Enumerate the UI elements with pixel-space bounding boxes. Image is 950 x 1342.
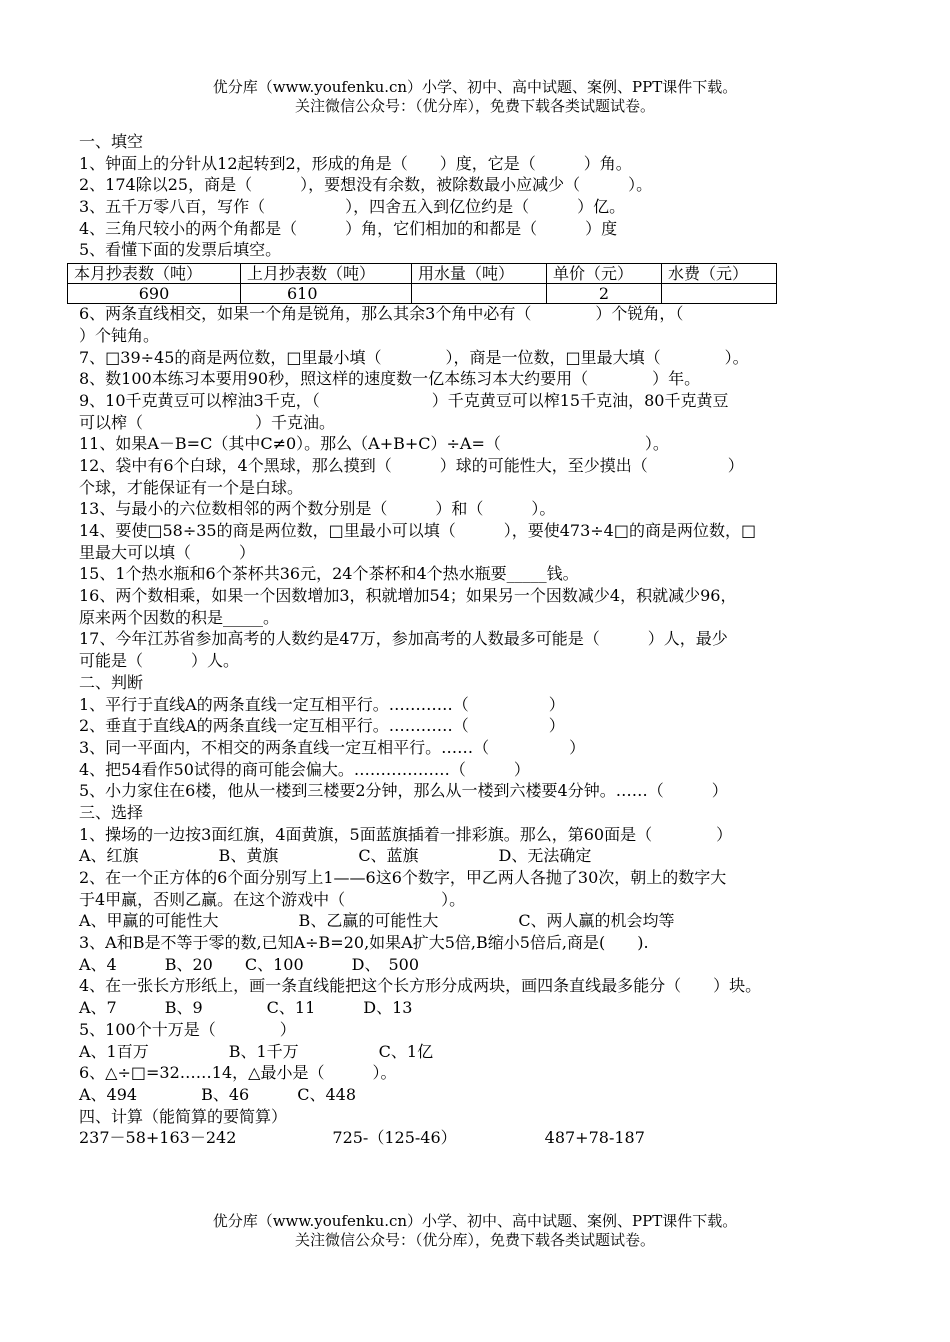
invoice-header-cell: 单价（元） xyxy=(547,264,662,284)
section-title: 一、填空 xyxy=(79,132,144,151)
question-line: A、4 B、20 C、100 D、 500 xyxy=(79,954,420,974)
invoice-header-cell: 上月抄表数（吨） xyxy=(241,264,412,284)
page-header xyxy=(0,78,950,116)
question-line: 3、A和B是不等于零的数,已知A÷B=20,如果A扩大5倍,B缩小5倍后,商是( ). xyxy=(79,933,649,953)
footer-line-1: 优分库（www.youfenku.cn）小学、初中、高中试题、案例、PPT课件下载。 xyxy=(212,1212,738,1230)
invoice-cell: 2 xyxy=(547,284,662,304)
question-line: 四、计算（能简算的要简算） xyxy=(79,1106,288,1126)
question-line: 二、判断 xyxy=(79,672,144,692)
question-line: 于4甲赢，否则乙赢。在这个游戏中（ ）。 xyxy=(79,889,466,909)
question-list xyxy=(79,303,879,1149)
question-line: A、甲赢的可能性大 B、乙赢的可能性大 C、两人赢的机会均等 xyxy=(79,911,675,931)
question-line: 12、袋中有6个白球，4个黑球，那么摸到（ ）球的可能性大，至少摸出（ ） xyxy=(79,455,744,475)
question-line: 6、△÷□=32……14，△最小是（ ）。 xyxy=(79,1063,397,1083)
question-line: 可以榨（ ）千克油。 xyxy=(79,412,336,432)
question-line: 11、如果A－B=C（其中C≠0）。那么（A+B+C）÷A=（ ）。 xyxy=(79,434,669,454)
question-line: 3、五千万零八百，写作（ ），四舍五入到亿位约是（ ）亿。 xyxy=(79,197,626,217)
header-line-2: 关注微信公众号：（优分库），免费下载各类试题试卷。 xyxy=(294,97,655,115)
invoice-header-cell: 水费（元） xyxy=(662,264,777,284)
invoice-header-row xyxy=(68,264,777,284)
invoice-data-row xyxy=(68,284,777,304)
question-line: 5、100个十万是（ ） xyxy=(79,1019,296,1039)
question-line: 三、选择 xyxy=(79,802,144,822)
question-line: 可能是（ ）人。 xyxy=(79,651,240,671)
question-line: 个球，才能保证有一个是白球。 xyxy=(79,477,304,497)
question-line: 2、在一个正方体的6个面分别写上1——6这6个数字，甲乙两人各抛了30次，朝上的数字大 xyxy=(79,868,727,887)
question-line: 5、小力家住在6楼，他从一楼到三楼要2分钟，那么从一楼到六楼要4分钟。……（ ） xyxy=(79,781,728,801)
question-line: 9、10千克黄豆可以榨油3千克，（ ）千克黄豆可以榨15千克油，80千克黄豆 xyxy=(79,390,729,410)
question-line: A、7 B、9 C、11 D、13 xyxy=(79,998,413,1018)
question-line: 14、要使□58÷35的商是两位数，□里最小可以填（ ），要使473÷4□的商是两位数，□ xyxy=(79,521,757,540)
question-line: 16、两个数相乘，如果一个因数增加3，积就增加54；如果另一个因数减少4，积就减少96， xyxy=(79,586,737,606)
question-line: 8、数100本练习本要用90秒，照这样的速度数一亿本练习本大约要用（ ）年。 xyxy=(79,369,701,389)
question-line: A、494 B、46 C、448 xyxy=(79,1084,356,1104)
question-line: 4、在一张长方形纸上，画一条直线能把这个长方形分成两块，画四条直线最多能分（ ）块。 xyxy=(79,976,762,996)
invoice-cell: 610 xyxy=(241,284,412,304)
question-line: 1、操场的一边按3面红旗，4面黄旗，5面蓝旗插着一排彩旗。那么，第60面是（ ） xyxy=(79,824,733,844)
invoice-cell xyxy=(662,284,777,304)
question-line: 237－58+163－242 725-（125-46） 487+78-187 xyxy=(79,1128,645,1148)
question-line: 5、看懂下面的发票后填空。 xyxy=(79,240,282,260)
invoice-cell xyxy=(412,284,547,304)
invoice-header-cell: 用水量（吨） xyxy=(412,264,547,284)
question-line: 4、三角尺较小的两个角都是（ ）角，它们相加的和都是（ ）度 xyxy=(79,218,618,238)
question-line: 1、钟面上的分针从12起转到2，形成的角是（ ）度，它是（ ）角。 xyxy=(79,153,632,173)
question-line: ）个钝角。 xyxy=(79,325,160,345)
question-line: 15、1个热水瓶和6个茶杯共36元，24个茶杯和4个热水瓶要_____钱。 xyxy=(79,564,579,584)
invoice-header-cell: 本月抄表数（吨） xyxy=(68,264,241,284)
invoice-table xyxy=(67,263,777,304)
question-line: A、1百万 B、1千万 C、1亿 xyxy=(79,1041,434,1061)
question-line: 13、与最小的六位数相邻的两个数分别是（ ）和（ ）。 xyxy=(79,499,556,519)
question-line: 里最大可以填（ ） xyxy=(79,542,256,562)
question-line: A、红旗 B、黄旗 C、蓝旗 D、无法确定 xyxy=(79,846,592,866)
question-line: 6、两条直线相交，如果一个角是锐角，那么其余3个角中必有（ ）个锐角，（ xyxy=(79,304,684,324)
exam-content xyxy=(74,131,879,1149)
header-line-1: 优分库（www.youfenku.cn）小学、初中、高中试题、案例、PPT课件下载。 xyxy=(212,78,738,96)
question-line: 原来两个因数的积是_____。 xyxy=(79,607,280,627)
question-line: 3、同一平面内，不相交的两条直线一定互相平行。……（ ） xyxy=(79,737,586,757)
question-line: 17、今年江苏省参加高考的人数约是47万，参加高考的人数最多可能是（ ）人，最少 xyxy=(79,629,728,649)
page-footer xyxy=(0,1212,950,1250)
question-line: 7、□39÷45的商是两位数，□里最小填（ ），商是一位数，□里最大填（ ）。 xyxy=(79,347,749,367)
question-line: 2、垂直于直线A的两条直线一定互相平行。…………（ ） xyxy=(79,716,565,736)
question-line: 2、174除以25，商是（ ），要想没有余数，被除数最小应减少（ ）。 xyxy=(79,175,653,195)
footer-line-2: 关注微信公众号：（优分库），免费下载各类试题试卷。 xyxy=(294,1231,655,1249)
question-line: 1、平行于直线A的两条直线一定互相平行。…………（ ） xyxy=(79,694,565,714)
question-line: 4、把54看作50试得的商可能会偏大。………………（ ） xyxy=(79,759,530,779)
invoice-table-wrapper xyxy=(67,263,879,303)
invoice-cell: 690 xyxy=(68,284,241,304)
